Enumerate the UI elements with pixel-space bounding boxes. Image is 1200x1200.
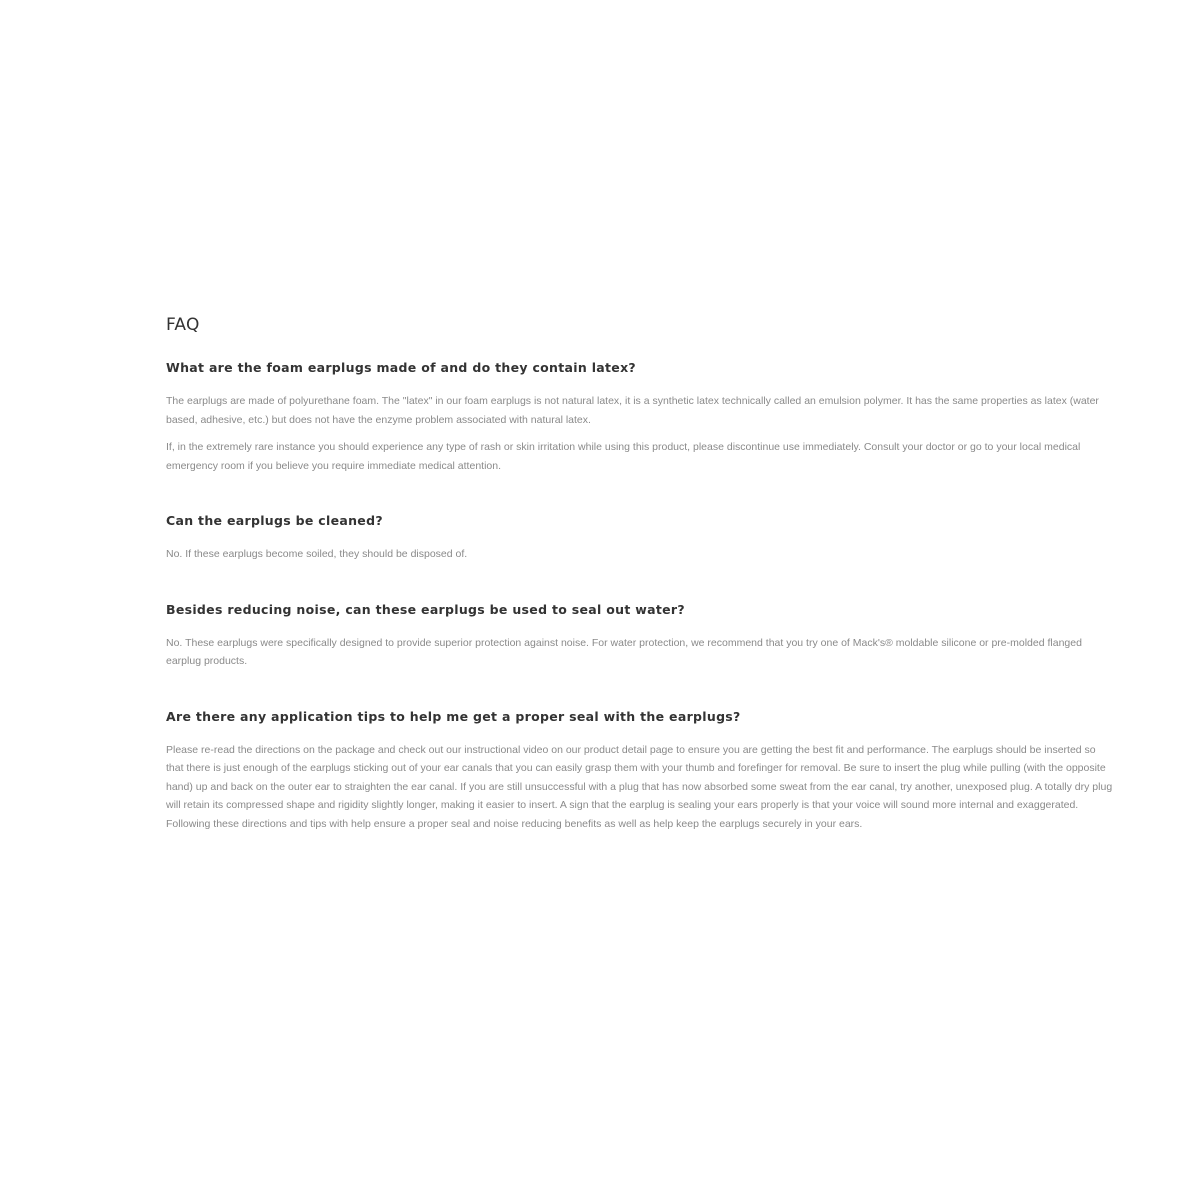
faq-answer: The earplugs are made of polyurethane foam. The "latex" in our foam earplugs is not natural latex, it is a synthetic latex technically called an emulsion polymer. It has the same properties as latex (water based, adhesive, etc.) but does not have the enzyme problem associated with natural latex. [166, 395, 1099, 426]
faq-item [166, 707, 1116, 834]
faq-question: Can the earplugs be cleaned? [166, 513, 383, 528]
faq-section [166, 314, 1116, 869]
faq-title: FAQ [166, 315, 200, 335]
faq-answer: Please re-read the directions on the package and check out our instructional video on our product detail page to ensure you are getting the best fit and performance. The earplugs should be inserted so that there is just enough of the earplugs sticking out of your ear canals that you can easily grasp them with your thumb and forefinger for removal. Be sure to insert the plug while pulling (with the opposite hand) up and back on the outer ear to straighten the ear canal. If you are still unsuccessful with a plug that has now absorbed some sweat from the ear canal, try another, unexposed plug. A totally dry plug will retain its compressed shape and rigidity slightly longer, making it easier to insert. A sign that the earplug is sealing your ears properly is that your voice will sound more internal and exaggerated. Following these directions and tips with help ensure a proper seal and noise reducing benefits as well as help keep the earplugs securely in your ears. [166, 743, 1113, 830]
faq-item [166, 511, 1116, 564]
faq-answer: No. These earplugs were specifically designed to provide superior protection against noise. For water protection, we recommend that you try one of Mack's® moldable silicone or pre-molded flanged earplug products. [166, 636, 1082, 667]
faq-question: Are there any application tips to help me get a proper seal with the earplugs? [166, 708, 741, 724]
faq-item [166, 358, 1116, 475]
faq-answer: If, in the extremely rare instance you should experience any type of rash or skin irritation while using this product, please discontinue use immediately. Consult your doctor or go to your local medical emergency room if you believe you require immediate medical attention. [166, 441, 1081, 472]
faq-answer: No. If these earplugs become soiled, they should be disposed of. [166, 548, 468, 560]
faq-question: What are the foam earplugs made of and do they contain latex? [166, 360, 636, 375]
faq-question: Besides reducing noise, can these earplugs be used to seal out water? [166, 601, 685, 617]
faq-item [166, 600, 1116, 671]
